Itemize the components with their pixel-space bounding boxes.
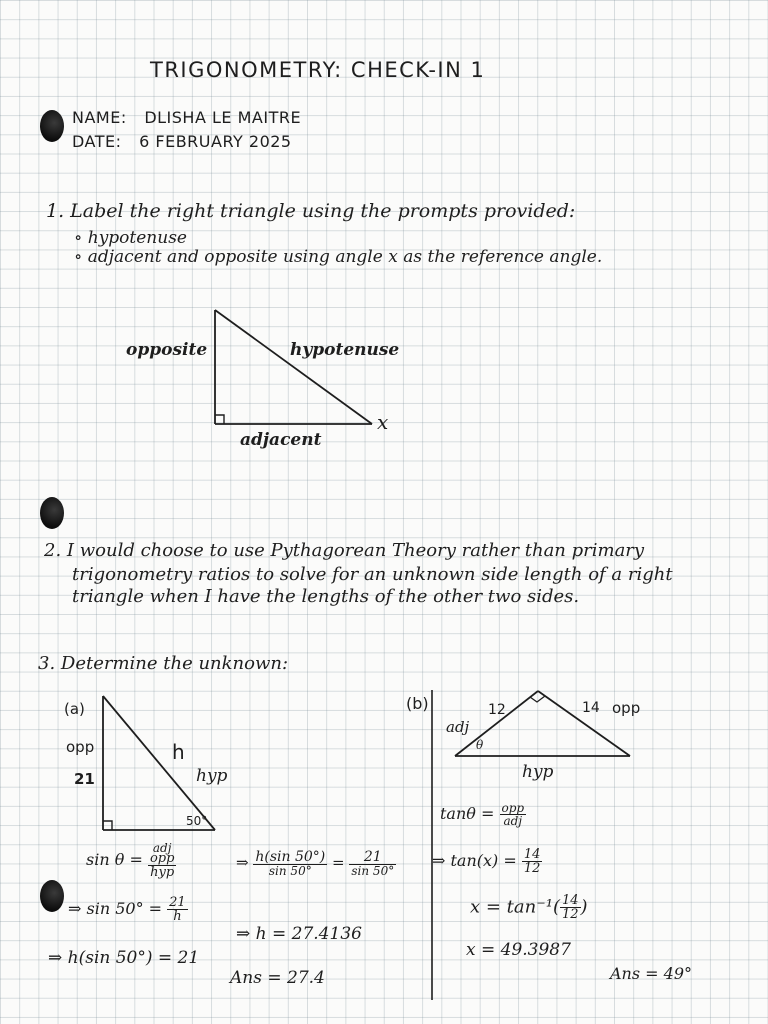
bullet-icon: ∘ [74, 228, 88, 248]
q3a-step-1-num: opp [149, 851, 175, 866]
q1-bullet-1-text: hypotenuse [87, 228, 187, 248]
q3a-step-1-fraction [148, 842, 176, 879]
q3b-step-2-fraction [522, 848, 543, 875]
q3a-adj-annotation: adj [152, 841, 172, 855]
q3b-label-opp: opp [612, 699, 641, 717]
label-angle-x: x [377, 410, 389, 434]
q3a-step-2-num: 21 [169, 895, 186, 910]
q3b-step-2 [432, 848, 542, 875]
q2-line-3: triangle when I have the lengths of the other two sides. [72, 586, 580, 607]
q3b-step-3-rhs: ) [580, 896, 588, 918]
q3b-step-1-lhs: tanθ = [440, 804, 495, 823]
q3b-answer: Ans = 49° [610, 964, 693, 983]
q3a-label-h: h [172, 740, 185, 764]
q3b-step-1 [440, 802, 526, 827]
page-title: TRIGONOMETRY: CHECK-IN 1 [150, 58, 486, 82]
q3a-step-2-den: h [173, 909, 182, 924]
q3a-step-4 [236, 850, 396, 877]
q3a-step-1-den: hyp [150, 865, 175, 880]
q3a-step-4-left-fraction [253, 850, 327, 877]
q3a-tag: (a) [64, 700, 85, 718]
q3b-label-hyp: hyp [522, 762, 554, 782]
q3b-side-adj: 12 [488, 702, 506, 718]
q3a-answer: Ans = 27.4 [230, 968, 325, 988]
name-value: DLISHA LE MAITRE [144, 108, 302, 127]
q3b-step-1-fraction [500, 802, 527, 827]
q1-right-triangle [215, 310, 372, 424]
q3b-label-adj: adj [446, 718, 470, 736]
q3-prompt: 3. Determine the unknown: [38, 653, 289, 674]
q1-prompt: 1. Label the right triangle using the prompts provided: [46, 200, 576, 222]
q3b-step-2-num: 14 [523, 847, 541, 862]
q3a-step-2 [68, 896, 188, 923]
q3b-step-2-lhs: ⇒ tan(x) = [432, 851, 517, 870]
q3b-step-3-lhs: x = tan⁻¹( [470, 896, 560, 918]
q3a-step-1 [86, 842, 176, 879]
name-label: NAME: [72, 108, 127, 127]
q3a-step-4-num-right: 21 [349, 850, 396, 865]
label-adjacent: adjacent [240, 430, 322, 450]
q2-line-1: 2. I would choose to use Pythagorean Theory rather than primary [44, 540, 645, 561]
q3a-step-4-num-left: h(sin 50°) [255, 849, 326, 865]
q1-bullet-2-text: adjacent and opposite using angle x as the reference angle. [87, 247, 603, 267]
q3b-step-4: x = 49.3987 [466, 940, 571, 960]
q3a-step-3: ⇒ h(sin 50°) = 21 [48, 948, 200, 968]
q3b-tag: (b) [406, 694, 429, 713]
q3a-step-4-arrow: ⇒ [236, 853, 249, 872]
q3a-right-triangle [103, 696, 215, 830]
q3a-step-2-lhs: ⇒ sin 50° = [68, 899, 163, 918]
q3b-step-1-num: opp [501, 801, 525, 815]
q3a-step-4-den-right: sin 50° [351, 864, 395, 878]
q3a-step-4-right-fraction [349, 850, 396, 877]
date-label: DATE: [72, 132, 122, 151]
q3a-label-hyp: hyp [196, 766, 228, 786]
q3b-step-3-fraction [560, 894, 581, 921]
q3a-step-1-lhs: sin θ = [86, 850, 143, 869]
label-hypotenuse: hypotenuse [290, 340, 400, 360]
q3a-label-opp: opp [66, 738, 95, 756]
bullet-icon: ∘ [74, 247, 88, 267]
label-opposite: opposite [126, 340, 208, 360]
q3a-angle: 50° [186, 814, 208, 828]
q2-line-2: trigonometry ratios to solve for an unknown side length of a right [72, 564, 673, 585]
q3a-side-value: 21 [74, 770, 95, 788]
q3a-step-4-eq: = [332, 853, 345, 872]
q3b-step-1-den: adj [503, 814, 523, 828]
q3a-step-4-den-left: sin 50° [268, 864, 312, 878]
q3a-step-5: ⇒ h = 27.4136 [236, 924, 362, 944]
date-value: 6 FEBRUARY 2025 [139, 132, 292, 151]
q3b-step-3 [470, 894, 588, 921]
q3b-step-2-den: 12 [523, 861, 541, 876]
q3a-step-2-fraction [167, 896, 188, 923]
q3b-theta: θ [476, 738, 484, 752]
q3b-side-opp: 14 [582, 700, 600, 716]
q3b-step-3-den: 12 [561, 907, 579, 922]
q3b-step-3-num: 14 [561, 893, 579, 908]
